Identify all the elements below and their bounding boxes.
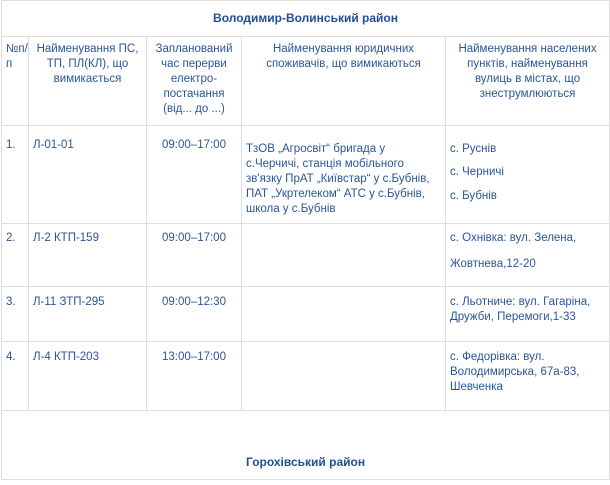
settlement: с. Охнівка: вул. Зелена, [450,232,577,244]
row-time: 09:00–17:00 [147,224,242,287]
header-line: Найменування ПС, ТП, ПЛ(КЛ), що вимикається [29,37,147,126]
district-title: Горохівський район [2,445,610,480]
row-consumers: ТзОВ „Агросвіт“ бригада у с.Черчичі, станція мобільного зв'язку ПрАТ „Київстар“ у с.Бубнів, ПАТ „Укртелеком“ АТС у с.Бубнів, школа у с.Бубнів [242,126,446,224]
settlement: с. Черничі [450,166,504,178]
district-title: Володимир-Волинський район [2,1,610,37]
row-num: 3. [2,287,29,342]
row-time: 09:00–17:00 [147,126,242,224]
outage-schedule-table [1,0,610,480]
row-time: 13:00–17:00 [147,342,242,411]
settlement: Жовтнева,12-20 [450,258,536,270]
table-row [2,287,610,342]
header-num: №п/п [2,37,29,126]
table-row [2,126,610,224]
row-consumers [242,342,446,411]
header-time: Запланований час перерви електро-постачання (від... до ...) [147,37,242,126]
row-settlements: с. Льотниче: вул. Гагаріна, Дружби, Перемоги,1-33 [446,287,610,342]
row-num: 1. [2,126,29,224]
row-line: Л-2 КТП-159 [29,224,147,287]
table-header-row [2,37,610,126]
row-line: Л-11 ЗТП-295 [29,287,147,342]
row-settlements [446,126,610,224]
row-consumers [242,287,446,342]
settlement: с. Руснів [450,143,497,155]
header-consumers: Найменування юридичних споживачів, що вимикаються [242,37,446,126]
spacer-row [2,411,610,446]
row-settlements [446,224,610,287]
row-line: Л-01-01 [29,126,147,224]
row-line: Л-4 КТП-203 [29,342,147,411]
row-settlements: с. Федорівка: вул. Володимирська, 67а-83, Шевченка [446,342,610,411]
settlement: с. Бубнів [450,190,497,202]
table-row [2,224,610,287]
row-num: 2. [2,224,29,287]
row-time: 09:00–12:30 [147,287,242,342]
table-row [2,342,610,411]
row-consumers [242,224,446,287]
row-num: 4. [2,342,29,411]
header-settlements: Найменування населених пунктів, найменування вулиць в містах, що знеструмлюються [446,37,610,126]
